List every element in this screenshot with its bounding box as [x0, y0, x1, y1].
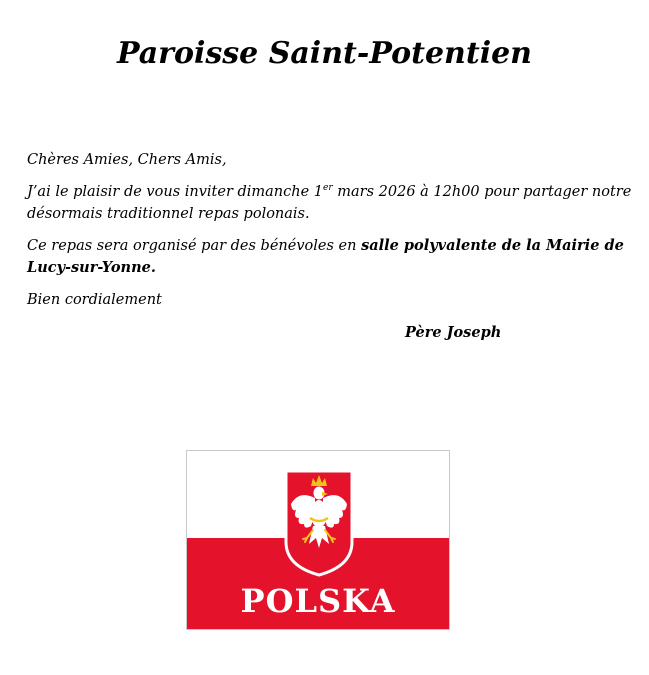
invitation-text-start: J’ai le plaisir de vous inviter dimanche 1	[27, 184, 324, 200]
page-title: Paroisse Saint-Potentien	[116, 36, 532, 71]
invitation-paragraph	[27, 181, 639, 225]
polish-eagle-emblem-icon	[283, 468, 355, 578]
polish-flag-image	[186, 450, 450, 630]
location-paragraph	[27, 235, 639, 279]
invitation-text-end: mars 2026 à 12h00 pour partager notre désormais traditionnel repas polonais.	[27, 184, 632, 222]
greeting-line: Chères Amies, Chers Amis,	[27, 152, 227, 168]
signature: Père Joseph	[405, 324, 502, 341]
location-intro: Ce repas sera organisé par des bénévoles en	[27, 238, 362, 254]
letter-body	[27, 149, 639, 344]
flag-caption: POLSKA	[240, 582, 396, 620]
closing-line: Bien cordialement	[27, 292, 162, 308]
ordinal-superscript: er	[323, 183, 333, 193]
location-venue: salle polyvalente de la Mairie de Lucy-sur-Yonne.	[27, 237, 624, 276]
